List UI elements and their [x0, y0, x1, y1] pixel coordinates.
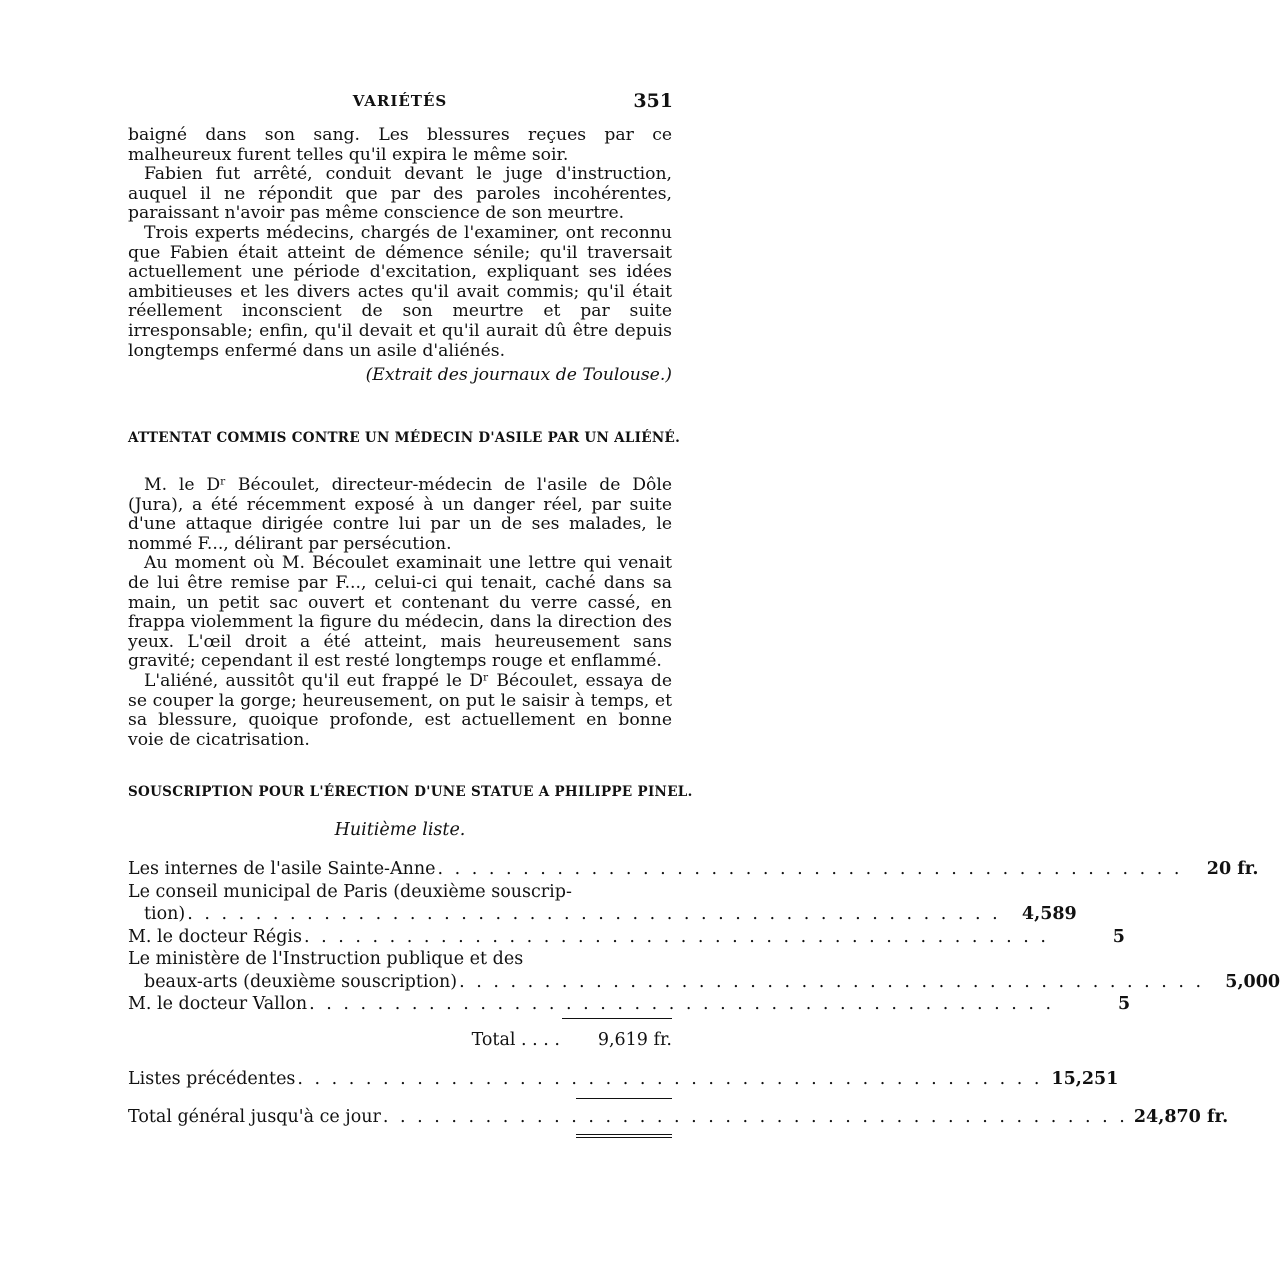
entry-amount: 4,589 — [1021, 904, 1077, 924]
article-paragraph: Fabien fut arrêté, conduit devant le juge d'instruction, auquel il ne répondit que par des paroles incohérentes, paraissant n'avoir pas même conscience de son meurtre. — [128, 164, 672, 224]
page-number: 351 — [633, 90, 673, 112]
dot-leader: . . . . . . . . . . . . . . . . . . . . . . . . . . . . . . . . . . . . . . . . . . . . — [382, 1107, 1128, 1127]
subscription-entry — [128, 993, 1131, 1016]
entry-amount: 20 fr. — [1206, 859, 1259, 879]
dot-leader: . . . . . . . . . . . . . . . . . . . . . . . . . . . . . . . . . . . . . . . . . . . . — [459, 971, 1205, 992]
sum-rule — [576, 1098, 672, 1099]
subscription-entry — [128, 881, 672, 904]
section-title-attentat: ATTENTAT COMMIS CONTRE UN MÉDECIN D'ASILE PAR UN ALIÉNÉ. — [128, 430, 681, 446]
sum-rule — [562, 1018, 672, 1019]
article-paragraph: M. le Dʳ Bécoulet, directeur-médecin de l'asile de Dôle (Jura), a été récemment exposé à un danger réel, par suite d'une attaque dirigée contre lui par un de ses malades, le nommé F..., délirant par persécution. — [128, 475, 672, 554]
total-amount: 9,619 fr. — [597, 1030, 672, 1050]
entry-label: Le conseil municipal de Paris (deuxième souscrip- — [128, 881, 572, 902]
entry-label: M. le docteur Vallon — [128, 994, 308, 1014]
subscription-list — [128, 858, 1280, 1016]
running-title: VARIÉTÉS — [352, 92, 448, 110]
entry-amount: 5 — [1112, 926, 1125, 947]
entry-amount: 5 — [1117, 994, 1131, 1014]
previous-lists — [128, 1068, 1119, 1091]
dot-leader: . . . . . . . . . . . . . . . . . . . . . . . . . . . . . . . . . . . . . . . . . . . . — [304, 926, 1049, 947]
total-label: Total . . . . — [471, 1030, 560, 1050]
list-title: Huitième liste. — [334, 820, 466, 840]
grand-total-label: Total général jusqu'à ce jour — [128, 1107, 381, 1127]
previous-label: Listes précédentes — [128, 1069, 296, 1089]
article-fabien — [128, 126, 672, 386]
dot-leader: . . . . . . . . . . . . . . . . . . . . . . . . . . . . . . . . . . . . . . . . . . . . — [437, 859, 1183, 879]
running-head — [127, 92, 673, 114]
double-rule-bottom — [576, 1137, 672, 1138]
total-row — [128, 1030, 672, 1050]
grand-total — [128, 1106, 1229, 1129]
article-paragraph: baigné dans son sang. Les blessures reçues par ce malheureux furent telles qu'il expira le même soir. — [128, 125, 672, 165]
subscription-entry — [128, 971, 1280, 994]
entry-label: M. le docteur Régis — [128, 926, 303, 947]
entry-label: Le ministère de l'Instruction publique et des — [128, 949, 524, 969]
article-attentat — [128, 476, 672, 750]
article-paragraph: L'aliéné, aussitôt qu'il eut frappé le Dʳ Bécoulet, essaya de se couper la gorge; heureusement, on put le saisir à temps, et sa blessure, quoique profonde, est actuellement en bonne voie de cicatrisation. — [128, 670, 672, 750]
entry-label: tion) — [144, 904, 186, 924]
dot-leader: . . . . . . . . . . . . . . . . . . . . . . . . . . . . . . . . . . . . . . . . . . . . . . . . — [187, 904, 1001, 924]
dot-leader: . . . . . . . . . . . . . . . . . . . . . . . . . . . . . . . . . . . . . . . . . . . . — [309, 994, 1055, 1014]
dot-leader: . . . . . . . . . . . . . . . . . . . . . . . . . . . . . . . . . . . . . . . . . . . . — [297, 1069, 1043, 1089]
section-title-souscription: SOUSCRIPTION POUR L'ÉRECTION D'UNE STATUE A PHILIPPE PINEL. — [128, 784, 693, 800]
grand-total-amount: 24,870 fr. — [1133, 1107, 1229, 1127]
subscription-entry — [128, 903, 1077, 926]
grand-total-row — [128, 1106, 1229, 1129]
double-rule-top — [576, 1134, 672, 1135]
previous-amount: 15,251 — [1051, 1069, 1119, 1089]
entry-label: Les internes de l'asile Sainte-Anne — [128, 859, 436, 879]
article-paragraph: Trois experts médecins, chargés de l'examiner, ont reconnu que Fabien était atteint de démence sénile; qu'il traversait actuellement une période d'excitation, expliquant ses idées ambitieuses et les divers actes qu'il avait commis; qu'il était réellement inconscient de son meurtre et par suite irresponsable; enfin, qu'il devait et qu'il aurait dû être depuis longtemps enfermé dans un asile d'aliénés. — [128, 222, 672, 361]
article-source: (Extrait des journaux de Toulouse.) — [365, 365, 672, 386]
subscription-entry — [128, 926, 1125, 949]
subscription-entry — [128, 948, 672, 971]
entry-label: beaux-arts (deuxième souscription) — [144, 971, 458, 992]
entry-amount: 5,000 — [1225, 971, 1280, 992]
article-paragraph: Au moment où M. Bécoulet examinait une lettre qui venait de lui être remise par F..., celui-ci qui tenait, caché dans sa main, un petit sac ouvert et contenant du verre cassé, en frappa violemment la figure du médecin, dans la direction des yeux. L'œil droit a été atteint, mais heureusement sans gravité; cependant il est resté longtemps rouge et enflammé. — [128, 553, 672, 672]
subscription-entry — [128, 858, 1259, 881]
previous-lists-row — [128, 1068, 1119, 1091]
